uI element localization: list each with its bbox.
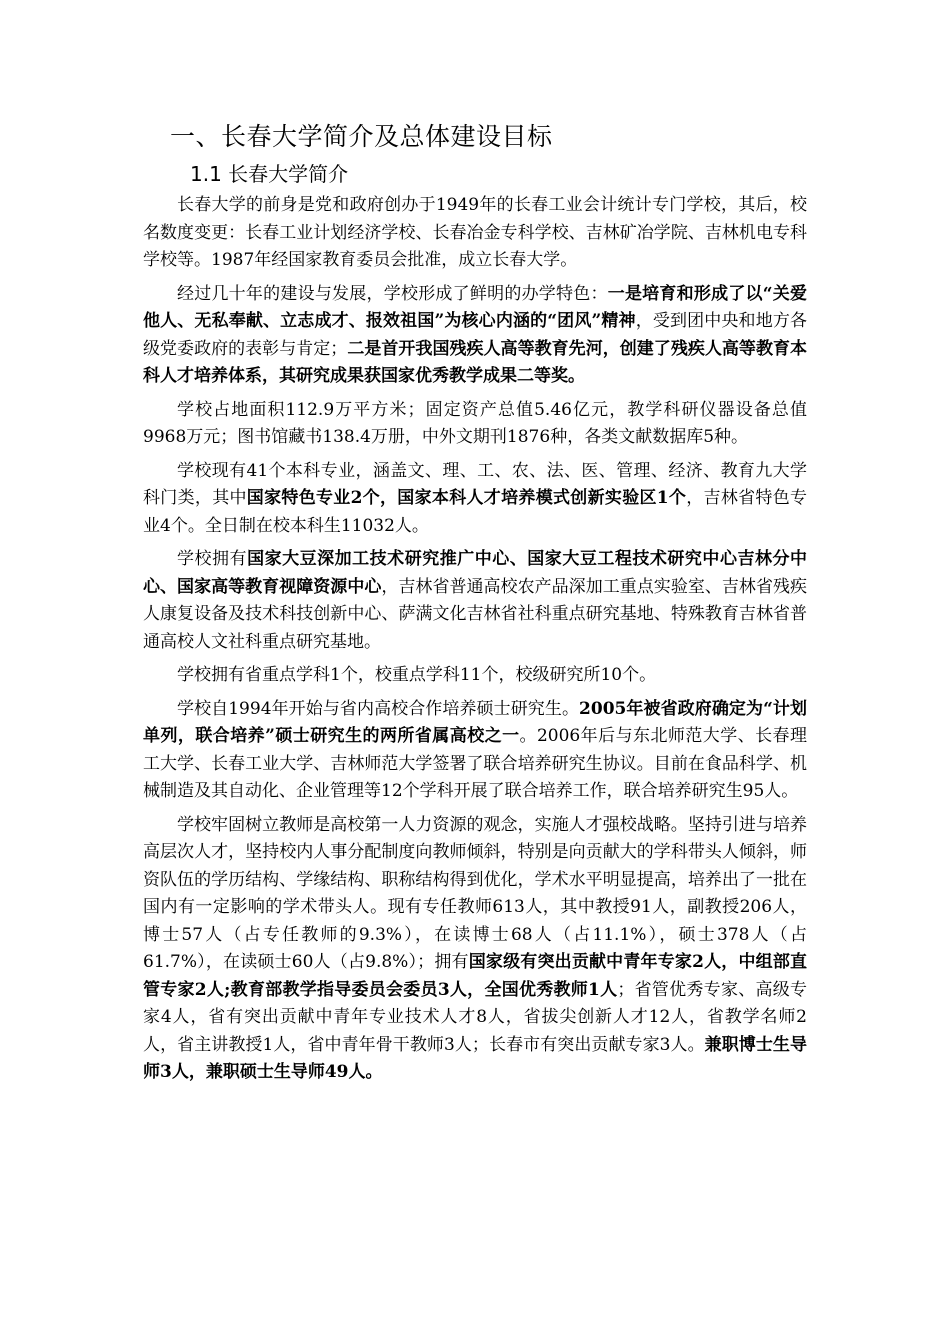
text-run: 学校牢固树立教师是高校第一人力资源的观念，实施人才强校战略。坚持引进与培养高层次人才，坚持校内人事分配制度向教师倾斜，特别是向贡献大的学科带头人倾斜，师资队伍的学历结构、学缘结构、职称结构得到优化，学术水平明显提高，培养出了一批在国内有一定影响的学术带头人。现有专任教师613人，其中教授91人，副教授206人，博士57人（占专任教师的9.3%），在读博士68人（占11.1%），硕士378人（占61.7%），在读硕士60人（占9.8%）；拥有	[143, 814, 807, 972]
text-run: ，吉林省特色专业4个。全日制在校本科生11032人。	[143, 488, 808, 536]
text-run: 长春大学的前身是党和政府创办于1949年的长春工业会计统计专门学校，其后，校名数度变更：长春工业计划经济学校、长春冶金专科学校、吉林矿冶学院、吉林机电专科学校等。1987年经国家教育委员会批准，成立长春大学。	[143, 195, 807, 270]
paragraph	[143, 662, 807, 690]
text-run: 。2006年后与东北师范大学、长春理工大学、长春工业大学、吉林师范大学签署了联合培养研究生协议。目前在食品科学、机械制造及其自动化、企业管理等12个学科开展了联合培养工作，联合培养研究生95人。	[143, 726, 807, 801]
paragraph	[143, 696, 807, 806]
text-run: ，受到团中央和地方各级党委政府的表彰与肯定；	[143, 311, 807, 359]
paragraph	[143, 192, 807, 275]
text-run: 学校占地面积112.9万平方米；固定资产总值5.46亿元，教学科研仪器设备总值9968万元；图书馆藏书138.4万册，中外文期刊1876种，各类文献数据库5种。	[143, 399, 807, 447]
text-run: ，吉林省普通高校农产品深加工重点实验室、吉林省残疾人康复设备及技术科技创新中心、萨满文化吉林省社科重点研究基地、特殊教育吉林省普通高校人文社科重点研究基地。	[143, 576, 808, 652]
subsection-heading: 1.1 长春大学简介	[190, 162, 349, 186]
text-run: 学校自1994年开始与省内高校合作培养硕士研究生。	[177, 698, 580, 719]
bold-text-run: 国家大豆深加工技术研究推广中心、国家大豆工程技术研究中心吉林分中心、国家高等教育视障资源中心	[143, 549, 808, 597]
document-body	[143, 192, 807, 1087]
paragraph	[143, 812, 807, 1087]
text-run: 学校现有41个本科专业，涵盖文、理、工、农、法、医、管理、经济、教育九大学科门类，其中	[143, 460, 807, 508]
paragraph	[143, 546, 807, 656]
bold-text-run: 2005年被省政府确定为“计划单列，联合培养”硕士研究生的两所省属高校之一	[143, 698, 808, 746]
section-heading: 一、长春大学简介及总体建设目标	[170, 122, 553, 151]
text-run: 学校拥有省重点学科1个，校重点学科11个，校级研究所10个。	[177, 665, 657, 685]
bold-text-run: 一是培育和形成了以“关爱他人、无私奉献、立志成才、报效祖国”为核心内涵的“团风”精神	[143, 283, 808, 331]
text-run: 经过几十年的建设与发展，学校形成了鲜明的办学特色：	[177, 283, 608, 304]
text-run: 学校拥有	[177, 549, 248, 569]
bold-text-run: 二是首开我国残疾人高等教育先河，创建了残疾人高等教育本科人才培养体系，其研究成果获国家优秀教学成果二等奖。	[143, 338, 808, 386]
text-run: ；省管优秀专家、高级专家4人，省有突出贡献中青年专业技术人才8人，省拔尖创新人才12人，省教学名师2人，省主讲教授1人，省中青年骨干教师3人；长春市有突出贡献专家3人。	[143, 979, 807, 1055]
bold-text-run: 兼职博士生导师3人，兼职硕士生导师49人。	[143, 1034, 807, 1082]
paragraph	[143, 397, 807, 452]
paragraph	[143, 458, 807, 541]
paragraph	[143, 281, 807, 391]
bold-text-run: 国家特色专业2个，国家本科人才培养模式创新实验区1个	[246, 488, 687, 508]
bold-text-run: 国家级有突出贡献中青年专家2人，中组部直管专家2人;教育部教学指导委员会委员3人，全国优秀教师1人	[143, 952, 808, 1000]
